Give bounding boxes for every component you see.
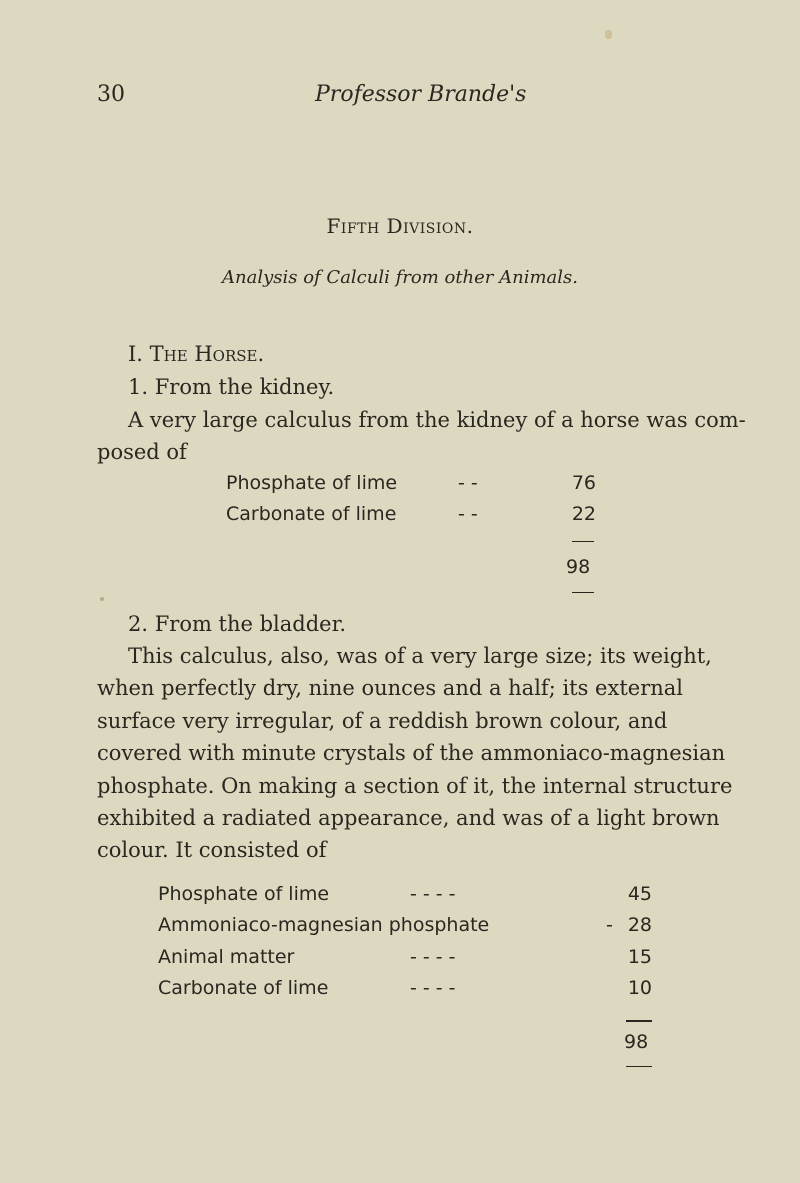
table-row xyxy=(158,946,652,972)
part2-text-line-7: colour. It consisted of xyxy=(97,838,327,862)
row-label: Carbonate of lime xyxy=(226,503,397,525)
paper-speck xyxy=(605,30,612,39)
leader-dashes: - - xyxy=(458,472,478,494)
row-label: Carbonate of lime xyxy=(158,977,329,999)
running-title: Professor Brande's xyxy=(315,82,527,107)
row-label: Phosphate of lime xyxy=(226,472,398,494)
section-heading: I. The Horse. xyxy=(128,342,265,366)
row-value: 22 xyxy=(571,503,596,525)
row-value: 76 xyxy=(571,472,596,494)
row-value: 45 xyxy=(627,883,652,905)
row-label: Phosphate of lime xyxy=(158,883,330,905)
table-row xyxy=(226,503,596,529)
part2-text-line-6: exhibited a radiated appearance, and was of a light brown xyxy=(97,806,720,830)
leader-dashes: - - xyxy=(458,503,478,525)
row-value: 28 xyxy=(627,914,652,936)
sum-total: 98 xyxy=(566,556,591,578)
part1-heading: 1. From the kidney. xyxy=(128,375,335,399)
row-label: Animal matter xyxy=(158,946,295,968)
table-row xyxy=(158,914,652,940)
part1-text-line-1: A very large calculus from the kidney of a horse was com- xyxy=(128,408,746,432)
leader-dashes: - - - - xyxy=(410,883,456,905)
sum-rule-bottom xyxy=(572,592,594,593)
leader-dashes: - xyxy=(606,914,613,936)
part1-text-line-2: posed of xyxy=(97,440,187,464)
part2-heading: 2. From the bladder. xyxy=(128,612,347,636)
sum-rule-bottom xyxy=(626,1066,652,1067)
part2-text-line-1: This calculus, also, was of a very large size; its weight, xyxy=(128,644,712,668)
row-value: 15 xyxy=(627,946,652,968)
leader-dashes: - - - - xyxy=(410,977,456,999)
subtitle: Analysis of Calculi from other Animals. xyxy=(222,267,578,288)
paper-speck xyxy=(100,597,104,601)
division-title: Fifth Division. xyxy=(326,214,474,238)
part2-text-line-2: when perfectly dry, nine ounces and a half; its external xyxy=(97,676,683,700)
sum-rule-top xyxy=(626,1020,652,1022)
sum-total: 98 xyxy=(624,1031,649,1053)
part2-text-line-5: phosphate. On making a section of it, the internal structure xyxy=(97,774,733,798)
row-label: Ammoniaco-magnesian phosphate xyxy=(158,914,490,936)
part2-text-line-4: covered with minute crystals of the ammoniaco-magnesian xyxy=(97,741,726,765)
table-row xyxy=(158,977,652,1003)
row-value: 10 xyxy=(627,977,652,999)
table-row xyxy=(158,883,652,909)
page-number: 30 xyxy=(97,82,125,107)
part2-text-line-3: surface very irregular, of a reddish brown colour, and xyxy=(97,709,668,733)
table-row xyxy=(226,472,596,498)
sum-rule-top xyxy=(572,541,594,542)
leader-dashes: - - - - xyxy=(410,946,456,968)
